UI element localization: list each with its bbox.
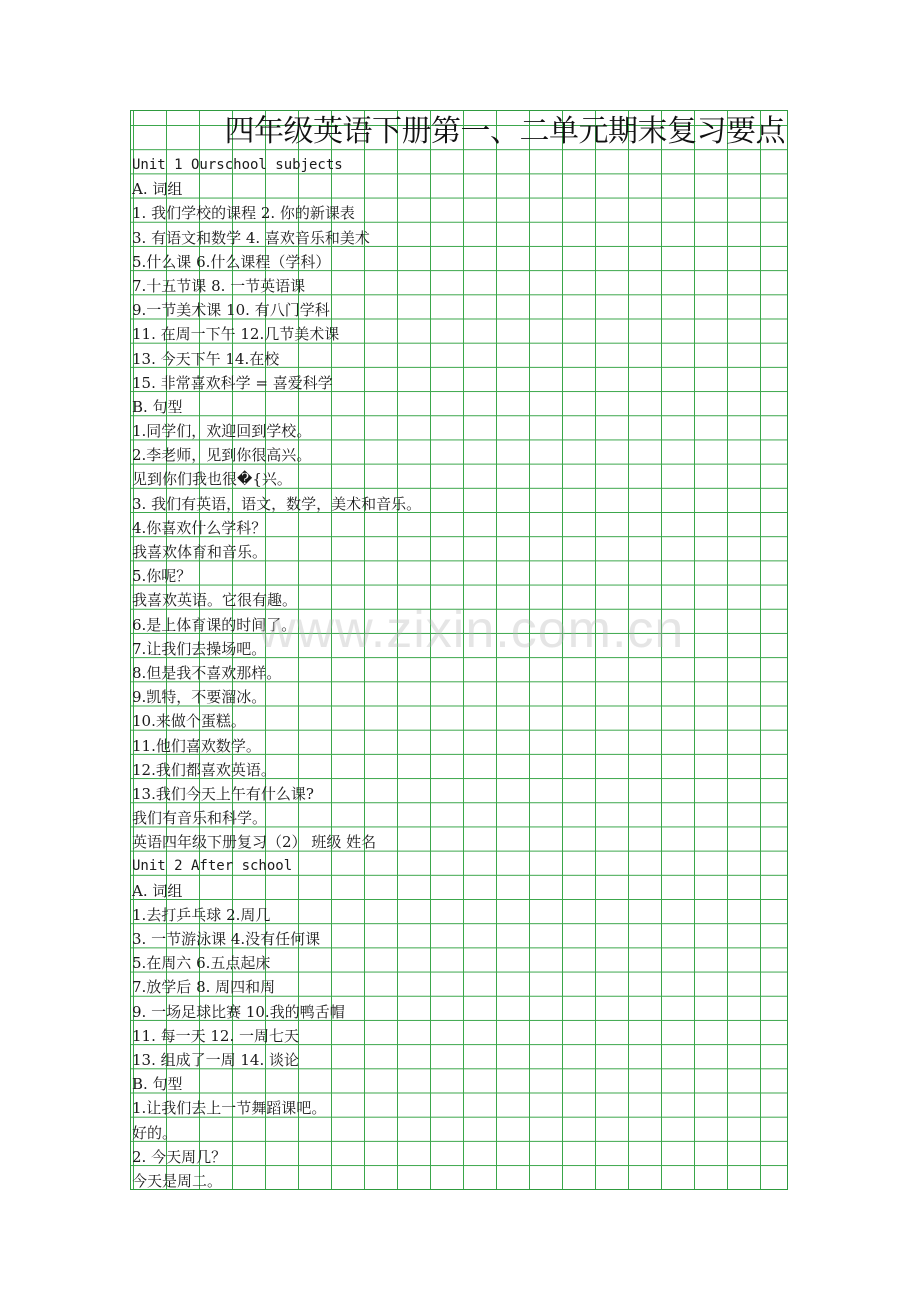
text-line: 2. 今天周几？: [132, 1147, 227, 1166]
text-line: 11. 在周一下午 12.几节美术课: [132, 325, 340, 344]
text-line: 1. 我们学校的课程 2. 你的新课表: [132, 204, 355, 223]
text-line: 7.放学后 8. 周四和周: [132, 978, 276, 997]
text-line: 11. 每一天 12. 一周七天: [132, 1026, 300, 1045]
text-line: 3. 一节游泳课 4.没有任何课: [132, 930, 321, 948]
text-line: Unit 2 After school: [132, 858, 293, 875]
text-line: 9.凯特，不要溜冰。: [132, 688, 267, 707]
text-line: 见到你们我也很�{兴。: [132, 470, 292, 489]
text-line: 9. 一场足球比赛 10.我的鸭舌帽: [132, 1002, 345, 1021]
text-line: 1.让我们去上一节舞蹈课吧。: [132, 1099, 327, 1118]
text-line: 5.你呢？: [132, 567, 192, 586]
text-line: 2.李老师，见到你很高兴。: [132, 446, 312, 465]
text-line: 13. 组成了一周 14. 谈论: [132, 1050, 300, 1069]
text-line: 12.我们都喜欢英语。: [132, 760, 276, 779]
grid-sheet: [130, 110, 788, 1190]
watermark: www.zixin.com.cn: [258, 601, 685, 659]
text-line: 9.一节美术课 10. 有八门学科: [132, 301, 330, 320]
text-line: 1.去打乒乓球 2.周几: [132, 905, 271, 924]
text-line: 13. 今天下午 14.在校: [132, 349, 280, 368]
text-line: 我喜欢英语。它很有趣。: [132, 591, 298, 610]
text-line: 1.同学们，欢迎回到学校。: [132, 422, 312, 441]
text-line: 英语四年级下册复习（2） 班级 姓名: [132, 833, 377, 852]
text-line: 7.十五节课 8. 一节英语课: [132, 276, 306, 295]
text-line: 5.什么课 6.什么课程（学科）: [132, 252, 331, 271]
text-line: B. 句型: [132, 397, 183, 416]
text-line: 4.你喜欢什么学科？: [132, 518, 267, 537]
text-line: 3. 有语文和数学 4. 喜欢音乐和美术: [132, 228, 370, 247]
text-line: 6.是上体育课的时间了。: [132, 615, 297, 634]
text-line: 15. 非常喜欢科学 = 喜爱科学: [132, 373, 333, 392]
text-line: 10.来做个蛋糕。: [132, 712, 246, 731]
text-line: 今天是周二。: [132, 1171, 223, 1190]
text-line: A. 词组: [132, 180, 183, 199]
text-lines: [131, 153, 787, 1190]
text-line: A. 词组: [132, 881, 183, 900]
text-line: 我喜欢体育和音乐。: [132, 543, 268, 561]
text-line: 我们有音乐和科学。: [132, 809, 268, 828]
page-title: 四年级英语下册第一、二单元期末复习要点: [224, 114, 785, 149]
text-line: 5.在周六 6.五点起床: [132, 954, 271, 973]
text-line: Unit 1 Ourschool subjects: [132, 157, 343, 173]
text-line: 11.他们喜欢数学。: [132, 736, 261, 755]
text-line: 8.但是我不喜欢那样。: [132, 663, 282, 682]
text-line: 好的。: [132, 1123, 178, 1142]
text-line: B. 句型: [132, 1075, 183, 1094]
text-line: 3. 我们有英语，语文，数学，美术和音乐。: [132, 494, 422, 513]
text-line: 7.让我们去操场吧。: [132, 639, 267, 658]
text-line: 13.我们今天上午有什么课?: [132, 784, 314, 803]
